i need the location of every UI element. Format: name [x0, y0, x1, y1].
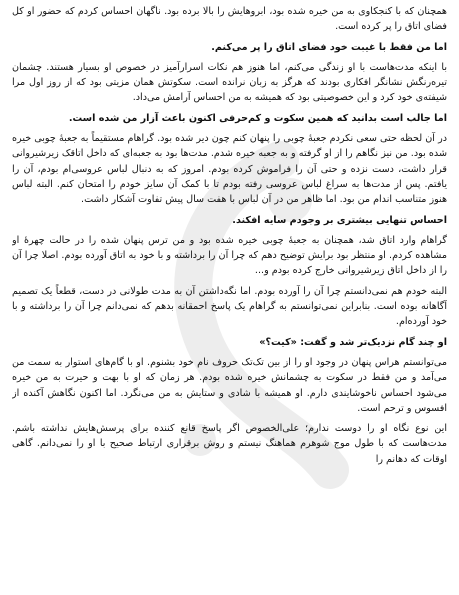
paragraph-7: گراهام وارد اتاق شد، همچنان به جعبهٔ چوبی خیره شده بود و من ترس پنهان شده را در حالت چهره‌ٔ او مشاهده کردم. او منتظر بود برایش توضیح دهم که چرا آن را برداشته و با خود به اتاق آورده بودم. اصلا چرا آن را از داخل اتاق زیرشیروانی خارج کرده بودم و...	[12, 234, 447, 277]
paragraph-8: البته خودم هم نمی‌دانستم چرا آن را آورده بودم. اما نگه‌داشتن آن به مدت طولانی در دست، قطعاً یک تصمیم آگاهانه بوده است. بنابراین نمی‌توانستم به گراهام یک پاسخ احمقانه بدهم که نمی‌دانم چرا آن را برداشته و با خود آورده‌ام.	[12, 285, 447, 328]
paragraph-2: اما من فقط با غیبت خود فضای اتاق را پر می‌کنم.	[211, 41, 447, 53]
paragraph-9: او چند گام نزدیک‌تر شد و گفت: «کیت؟»	[259, 336, 447, 348]
paragraph-5: در آن لحظه حتی سعی نکردم جعبهٔ چوبی را پنهان کنم چون دیر شده بود. گراهام مستقیماً به جعبهٔ چوبی خیره شده بود. من نیز نگاهم را از او گرفته و به جعبه خیره شدم. مدت‌ها بود به جعبه‌ای که داخل اتاقک زیرشیروانی قرار داشت، دست نزده و حتی آن را فراموش کرده بودم. امروز که به دنبال لباس عروسی‌ام بودم، آن را یافتم. پس از مدت‌ها به سراغ لباس عروسی رفته بودم تا با کمک آن سایز خودم را امتحان کنم. البته لباس هنوز متناسب اندام من بود. اما ظاهر من در آن لباس با هفت سال پیش تفاوت آشکار داشت.	[12, 133, 447, 206]
document-page	[12, 4, 447, 590]
paragraph-11: این نوع نگاه او را دوست ندارم؛ علی‌الخصوص اگر پاسخ قانع کننده برای پرسش‌هایش نداشته باشم. مدت‌هاست که با طول موج شوهرم هماهنگ نیستم و روش برقراری ارتباط صحیح با او را نمی‌دانم. گاهی اوقات که دهانم را	[12, 423, 447, 465]
paragraph-3: با اینکه مدت‌هاست با او زندگی می‌کنم، اما هنوز هم نکات اسرارآمیز در خصوص او بسیار هستند. چشمان تیره‌رنگش نشانگر افکاری بودند که هرگز به زبان نرانده است. سکوتش همان مزیتی بود که از روز اول مرا شیفته‌ی خود کرد و این خصوصیتی بود که همیشه به من احساس آرامش می‌داد.	[12, 61, 447, 104]
paragraph-10: می‌توانستم هراس پنهان در وجود او را از بین تک‌تک حروف نام خود بشنوم. او با گام‌های استوار به سمت من می‌آمد و من فقط در سکوت به چشمانش خیره شده بودم. هر زمان که او با بهت و حیرت به من خیره می‌شود احساس ناخوشایندی دارم. او همیشه با شادی و ستایش به من می‌نگرد. اما اکنون نگاهش آکنده از افسوس و ترحم است.	[12, 356, 447, 414]
paragraph-6: احساس تنهایی بیشتری بر وجودم سایه افکند.	[232, 214, 447, 226]
paragraph-1: همچنان که با کنجکاوی به من خیره شده بود، ابروهایش را بالا برده بود. ناگهان احساس کردم که حضور او کل فضای اتاق را پر کرده است.	[12, 6, 447, 33]
paragraph-4: اما جالب است بدانید که همین سکوت و کم‌حرفی اکنون باعث آزار من شده است.	[68, 112, 447, 124]
